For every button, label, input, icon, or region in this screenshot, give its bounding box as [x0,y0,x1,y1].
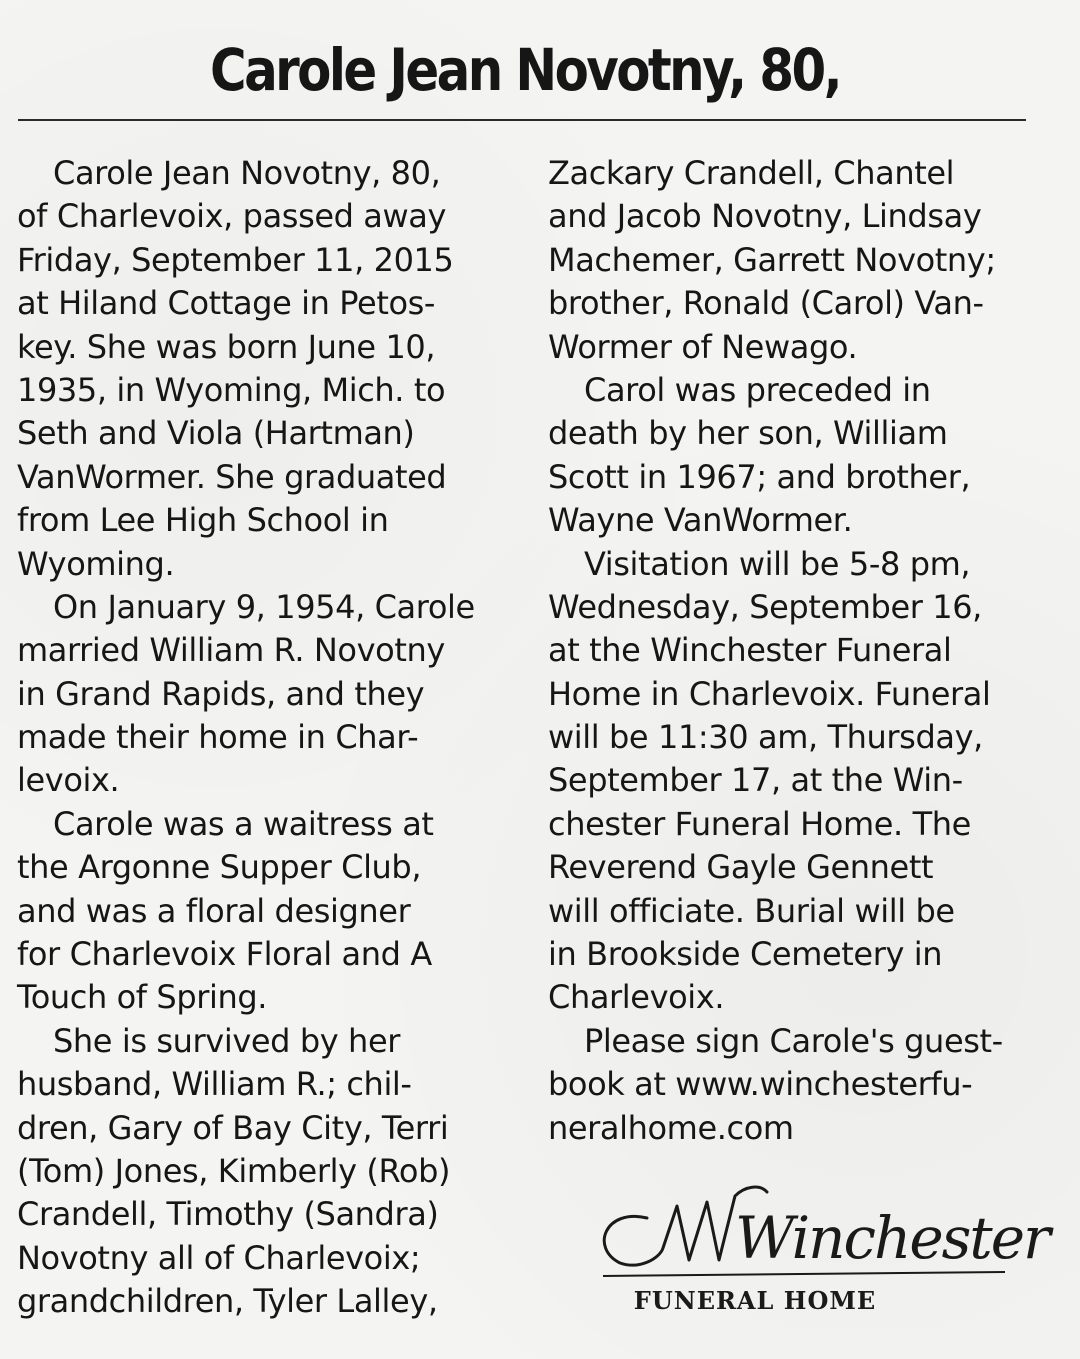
text-line: Charlevoix. [548,978,725,1017]
text-line: of Charlevoix, passed away [17,197,447,236]
text-line: Wayne VanWormer. [548,501,853,540]
text-line: death by her son, William [548,414,948,453]
text-line: book at www.winchesterfu- [548,1065,973,1104]
text-line: from Lee High School in [17,501,389,540]
text-line: Carole Jean Novotny, 80, [53,154,441,192]
text-line: Crandell, Timothy (Sandra) [17,1195,439,1234]
text-line: Touch of Spring. [17,978,268,1017]
text-line: Carole was a waitress at [53,804,434,843]
winchester-logo [585,1178,1049,1318]
text-line: 1935, in Wyoming, Mich. to [17,370,446,409]
text-line: She is survived by her [53,1021,400,1060]
text-line: Novotny all of Charlevoix; [17,1238,421,1277]
text-line: made their home in Char- [17,718,419,757]
text-line: married William R. Novotny [17,631,445,670]
text-line: levoix. [17,761,120,800]
headline-rule [18,119,1026,121]
text-line: grandchildren, Tyler Lalley, [17,1282,438,1321]
text-line: Machemer, Garrett Novotny; [548,240,996,279]
text-line: Wormer of Newago. [548,327,858,366]
logo-subtitle: FUNERAL HOME [633,1286,877,1315]
text-line: in Grand Rapids, and they [17,674,425,713]
left-column [17,152,497,1324]
text-line: the Argonne Supper Club, [17,848,422,887]
text-line: Carol was preceded in [584,370,931,409]
text-line: neralhome.com [548,1108,794,1147]
text-line: VanWormer. She graduated [17,457,447,496]
text-line: will be 11:30 am, Thursday, [548,718,983,757]
text-line: and was a floral designer [17,891,411,930]
text-line: On January 9, 1954, Carole [53,587,475,626]
text-line: Home in Charlevoix. Funeral [548,674,991,713]
text-line: husband, William R.; chil- [17,1065,412,1104]
text-line: Visitation will be 5-8 pm, [584,544,971,583]
text-line: key. She was born June 10, [17,327,436,366]
text-line: Seth and Viola (Hartman) [17,414,415,453]
text-line: will officiate. Burial will be [548,891,955,930]
text-line: Zackary Crandell, Chantel [548,154,955,192]
text-line: Friday, September 11, 2015 [17,240,454,279]
text-line: Wyoming. [17,544,175,583]
text-line: (Tom) Jones, Kimberly (Rob) [17,1151,451,1190]
headline: Carole Jean Novotny, 80, [210,36,840,104]
text-line: at Hiland Cottage in Petos- [17,284,436,323]
text-line: at the Winchester Funeral [548,631,952,670]
text-line: in Brookside Cemetery in [548,935,943,974]
text-line: dren, Gary of Bay City, Terri [17,1108,449,1147]
text-line: Wednesday, September 16, [548,587,982,626]
right-column [548,152,1028,1150]
text-line: brother, Ronald (Carol) Van- [548,284,984,323]
text-line: chester Funeral Home. The [548,804,971,843]
text-line: Scott in 1967; and brother, [548,457,971,496]
text-line: September 17, at the Win- [548,761,963,800]
text-line: for Charlevoix Floral and A [17,935,432,974]
text-line: Please sign Carole's guest- [584,1021,1003,1060]
text-line: Reverend Gayle Gennett [548,848,934,887]
text-line: and Jacob Novotny, Lindsay [548,197,982,236]
winchester-script-logo-icon [585,1178,1049,1278]
logo-script-text: Winchester [735,1204,1049,1272]
